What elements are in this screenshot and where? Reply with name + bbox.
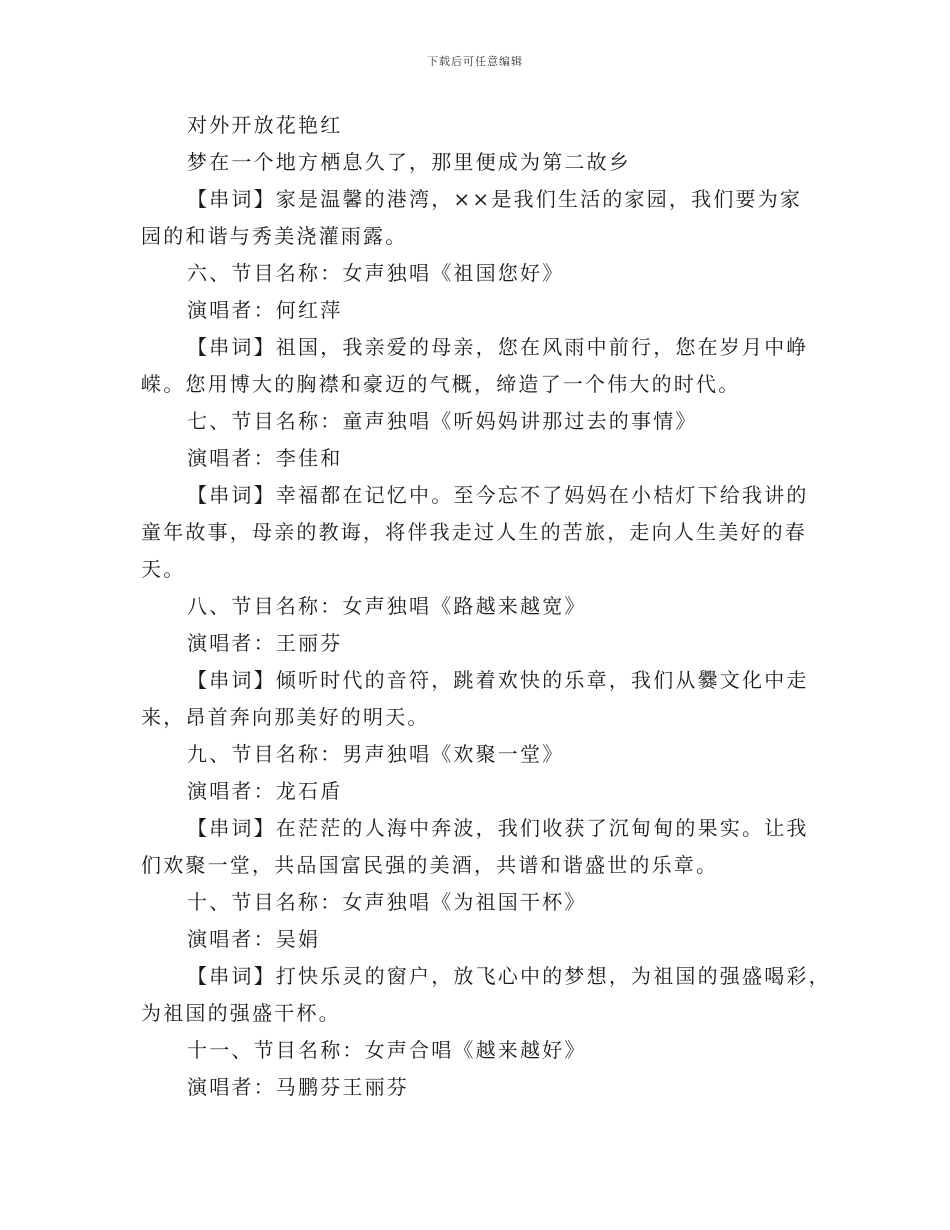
program-title: 七、节目名称：童声独唱《听妈妈讲那过去的事情》 xyxy=(187,409,698,433)
program-title: 八、节目名称：女声独唱《路越来越宽》 xyxy=(187,594,587,618)
program-title: 九、节目名称：男声独唱《欢聚一堂》 xyxy=(187,742,565,766)
text-line: 【串词】家是温馨的港湾，××是我们生活的家园，我们要为家 xyxy=(187,187,803,211)
text-line: 【串词】打快乐灵的窗户，放飞心中的梦想，为祖国的强盛喝彩， xyxy=(187,964,831,988)
performer-line: 演唱者：何红萍 xyxy=(187,298,343,322)
page-header: 下载后可任意编辑 xyxy=(427,55,523,68)
program-title: 六、节目名称：女声独唱《祖国您好》 xyxy=(187,261,565,285)
text-line: 【串词】倾听时代的音符，跳着欢快的乐章，我们从爨文化中走 xyxy=(187,668,809,692)
performer-line: 演唱者：马鹏芬王丽芬 xyxy=(187,1075,409,1099)
text-line: 嵘。您用博大的胸襟和豪迈的气概，缔造了一个伟大的时代。 xyxy=(141,372,741,396)
document-body xyxy=(141,107,831,1106)
text-line: 天。 xyxy=(141,557,186,581)
text-line: 们欢聚一堂，共品国富民强的美酒，共谱和谐盛世的乐章。 xyxy=(141,853,719,877)
performer-line: 演唱者：李佳和 xyxy=(187,446,343,470)
text-line: 来，昂首奔向那美好的明天。 xyxy=(141,705,430,729)
performer-line: 演唱者：王丽芬 xyxy=(187,631,343,655)
text-line: 园的和谐与秀美浇灌雨露。 xyxy=(141,224,408,248)
text-line: 【串词】祖国，我亲爱的母亲，您在风雨中前行，您在岁月中峥 xyxy=(187,335,809,359)
text-line: 对外开放花艳红 xyxy=(187,113,343,137)
text-line: 【串词】幸福都在记忆中。至今忘不了妈妈在小桔灯下给我讲的 xyxy=(187,483,809,507)
performer-line: 演唱者：龙石盾 xyxy=(187,779,343,803)
performer-line: 演唱者：吴娟 xyxy=(187,927,321,951)
program-title: 十一、节目名称：女声合唱《越来越好》 xyxy=(187,1038,587,1062)
text-line: 梦在一个地方栖息久了，那里便成为第二故乡 xyxy=(187,150,631,174)
text-line: 【串词】在茫茫的人海中奔波，我们收获了沉甸甸的果实。让我 xyxy=(187,816,809,840)
program-title: 十、节目名称：女声独唱《为祖国干杯》 xyxy=(187,890,587,914)
text-line: 童年故事，母亲的教诲，将伴我走过人生的苦旅，走向人生美好的春 xyxy=(141,520,807,544)
text-line: 为祖国的强盛干杯。 xyxy=(141,1001,341,1025)
